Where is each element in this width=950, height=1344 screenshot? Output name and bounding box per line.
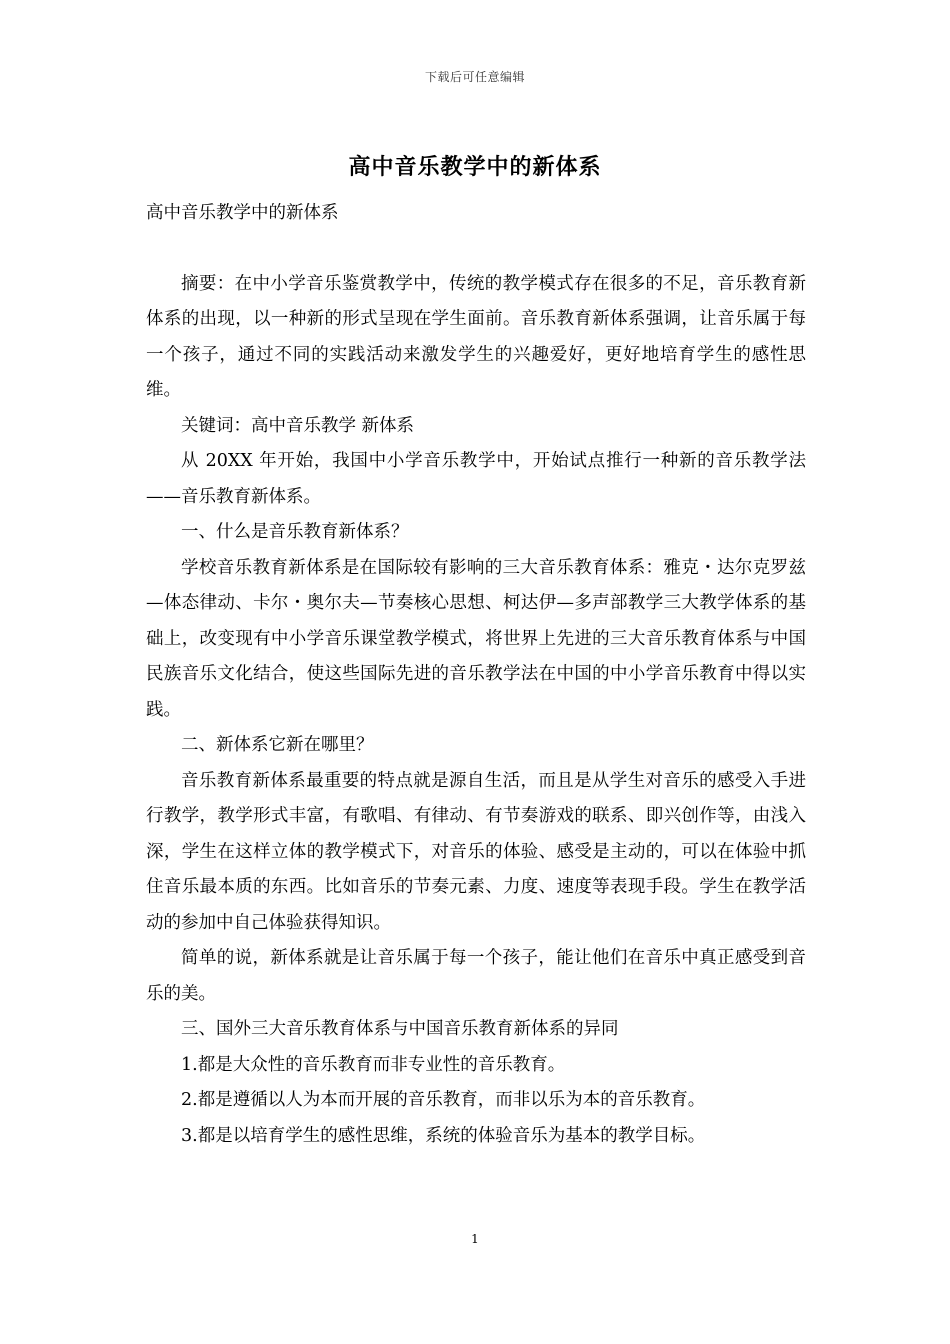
body-paragraph: 音乐教育新体系最重要的特点就是源自生活，而且是从学生对音乐的感受入手进行教学，教学形式丰富，有歌唱、有律动、有节奏游戏的联系、即兴创作等，由浅入深，学生在这样立体的教学模式下，对音乐的体验、感受是主动的，可以在体验中抓住音乐最本质的东西。比如音乐的节奏元素、力度、速度等表现手段。学生在教学活动的参加中自己体验获得知识。 bbox=[146, 770, 806, 933]
keywords-paragraph: 关键词：高中音乐教学 新体系 bbox=[181, 415, 415, 436]
section-heading-1: 一、什么是音乐教育新体系？ bbox=[181, 522, 409, 542]
body-paragraph: 从 20XX 年开始，我国中小学音乐教学中，开始试点推行一种新的音乐教学法——音乐教育新体系。 bbox=[146, 451, 806, 507]
document-title: 高中音乐教学中的新体系 bbox=[348, 154, 602, 180]
body-paragraph: 学校音乐教育新体系是在国际较有影响的三大音乐教育体系：雅克・达尔克罗兹—体态律动、卡尔・奥尔夫—节奏核心思想、柯达伊—多声部教学三大教学体系的基础上，改变现有中小学音乐课堂教学模式，将世界上先进的三大音乐教育体系与中国民族音乐文化结合，使这些国际先进的音乐教学法在中国的中小学音乐教育中得以实践。 bbox=[146, 557, 806, 720]
section-heading-3: 三、国外三大音乐教育体系与中国音乐教育新体系的异同 bbox=[181, 1019, 619, 1039]
page-number: 1 bbox=[471, 1232, 479, 1246]
body-paragraph: 简单的说，新体系就是让音乐属于每一个孩子，能让他们在音乐中真正感受到音乐的美。 bbox=[146, 948, 806, 1004]
document-body bbox=[146, 196, 806, 1154]
list-item: 1.都是大众性的音乐教育而非专业性的音乐教育。 bbox=[181, 1054, 566, 1075]
list-item: 3.都是以培育学生的感性思维，系统的体验音乐为基本的教学目标。 bbox=[181, 1125, 706, 1146]
document-subtitle: 高中音乐教学中的新体系 bbox=[146, 203, 339, 223]
list-item: 2.都是遵循以人为本而开展的音乐教育，而非以乐为本的音乐教育。 bbox=[181, 1090, 706, 1110]
section-heading-2: 二、新体系它新在哪里？ bbox=[181, 735, 374, 755]
abstract-paragraph: 摘要：在中小学音乐鉴赏教学中，传统的教学模式存在很多的不足，音乐教育新体系的出现，以一种新的形式呈现在学生面前。音乐教育新体系强调，让音乐属于每一个孩子，通过不同的实践活动来激发学生的兴趣爱好，更好地培育学生的感性思维。 bbox=[146, 273, 806, 400]
header-note: 下载后可任意编辑 bbox=[424, 70, 525, 84]
